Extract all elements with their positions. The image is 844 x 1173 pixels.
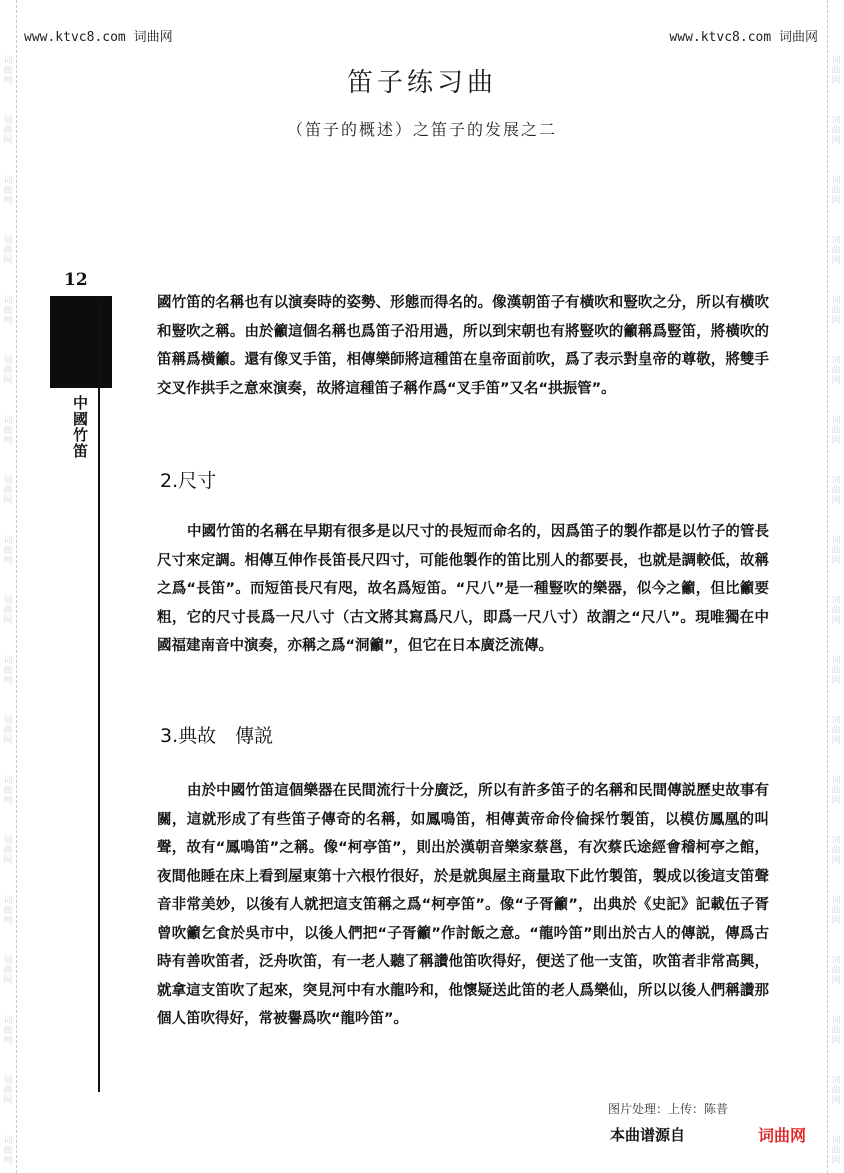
page-title: 笛子练习曲 <box>346 68 497 98</box>
watermark-glyph: 词 曲 网 <box>831 536 841 566</box>
watermark-glyph: 词 曲 网 <box>3 56 13 86</box>
site-logo[interactable]: 词曲网 <box>758 1126 807 1145</box>
watermark-glyph: 词 曲 网 <box>831 56 841 86</box>
watermark-glyph: 词 曲 网 <box>831 956 841 986</box>
section-heading-legends: 3.典故 傳説 <box>160 725 274 747</box>
watermark-glyph: 词 曲 网 <box>3 1016 13 1046</box>
watermark-glyph: 词 曲 网 <box>3 716 13 746</box>
paragraph-size-text: 中國竹笛的名稱在早期有很多是以尺寸的長短而命名的，因爲笛子的製作都是以竹子的管長尺寸來定調。相傳互伸作長笛長尺四寸，可能他製作的笛比別人的都要長，也就是調較低，故稱之爲“長笛”。而短笛長尺有咫，故名爲短笛。“尺八”是一種豎吹的樂器，似今之籲，但比籲要粗，它的尺寸長爲一尺八寸（古文將其寫爲尺八，即爲一尺八寸）故謂之“尺八”。現唯獨在中國福建南音中演奏，亦稱之爲“洞籲”，但它在日本廣泛流傳。 <box>157 524 769 654</box>
watermark-glyph: 词 曲 网 <box>831 416 841 446</box>
page-subtitle: （笛子的概述）之笛子的发展之二 <box>286 120 557 139</box>
watermark-glyph: 词 曲 网 <box>831 116 841 146</box>
watermark-glyph: 词 曲 网 <box>831 1076 841 1106</box>
watermark-glyph: 词 曲 网 <box>3 776 13 806</box>
watermark-glyph: 词 曲 网 <box>3 116 13 146</box>
watermark-glyph: 词 曲 网 <box>831 296 841 326</box>
watermark-glyph: 词 曲 网 <box>831 236 841 266</box>
page-number: 12 <box>64 270 88 290</box>
left-watermark-strip <box>0 0 17 1173</box>
watermark-glyph: 词 曲 网 <box>831 836 841 866</box>
site-url-left[interactable]: www.ktvc8.com 词曲网 <box>24 30 173 45</box>
watermark-glyph: 词 曲 网 <box>3 356 13 386</box>
paragraph-legends <box>157 777 769 1095</box>
watermark-glyph: 词 曲 网 <box>831 476 841 506</box>
watermark-glyph: 词 曲 网 <box>831 356 841 386</box>
watermark-glyph: 词 曲 网 <box>3 836 13 866</box>
chapter-tab-block <box>50 296 112 388</box>
section-heading-size: 2.尺寸 <box>160 470 217 492</box>
watermark-glyph: 词 曲 网 <box>831 656 841 686</box>
watermark-glyph: 词 曲 网 <box>3 536 13 566</box>
watermark-glyph: 词 曲 网 <box>3 476 13 506</box>
side-vertical-rule <box>98 300 100 1092</box>
watermark-glyph: 词 曲 网 <box>3 296 13 326</box>
right-watermark-strip <box>827 0 844 1173</box>
paragraph-size <box>157 518 769 690</box>
watermark-glyph: 词 曲 网 <box>831 716 841 746</box>
watermark-glyph: 词 曲 网 <box>3 236 13 266</box>
chapter-side-label: 中國竹笛 <box>71 395 89 459</box>
watermark-glyph: 词 曲 网 <box>3 956 13 986</box>
watermark-glyph: 词 曲 网 <box>831 176 841 206</box>
watermark-glyph: 词 曲 网 <box>3 416 13 446</box>
watermark-glyph: 词 曲 网 <box>831 596 841 626</box>
paragraph-legends-text: 由於中國竹笛這個樂器在民間流行十分廣泛，所以有許多笛子的名稱和民間傳説歷史故事有關，這就形成了有些笛子傳奇的名稱，如鳳鳴笛，相傳黃帝命伶倫採竹製笛，以模仿鳳凰的叫聲，故有“鳳鳴笛”之稱。像“柯亭笛”，則出於漢朝音樂家蔡邕，有次蔡氏途經會稽柯亭之館，夜間他睡在床上看到屋東第十六根竹很好，於是就與屋主商量取下此竹製笛，製成以後這支笛聲音非常美妙，以後有人就把這支笛稱之爲“柯亭笛”。像“子胥籲”，出典於《史記》記載伍子胥曾吹籲乞食於吳市中，以後人們把“子胥籲”作討飯之意。“龍吟笛”則出於古人的傳説，傳爲古時有善吹笛者，泛舟吹笛，有一老人聽了稱讚他笛吹得好，便送了他一支笛，吹笛者非常高興，就拿這支笛吹了起來，突見河中有水龍吟和，他懷疑送此笛的老人爲樂仙，所以以後人們稱讚那個人笛吹得好，常被譽爲吹“龍吟笛”。 <box>157 783 769 1027</box>
watermark-glyph: 词 曲 网 <box>831 776 841 806</box>
source-note: 本曲谱源自 <box>610 1126 686 1144</box>
watermark-glyph: 词 曲 网 <box>3 596 13 626</box>
watermark-glyph: 词 曲 网 <box>831 896 841 926</box>
watermark-glyph: 词 曲 网 <box>3 1136 13 1166</box>
paragraph-names-by-posture: 國竹笛的名稱也有以演奏時的姿勢、形態而得名的。像漢朝笛子有橫吹和豎吹之分，所以有橫吹和豎吹之稱。由於籲這個名稱也爲笛子沿用過，所以到宋朝也有將豎吹的籲稱爲豎笛，將橫吹的笛稱爲橫籲。還有像叉手笛，相傳樂師將這種笛在皇帝面前吹，爲了表示對皇帝的尊敬，將雙手交叉作拱手之意來演奏，故將這種笛子稱作爲“叉手笛”又名“拱振管”。 <box>157 295 769 397</box>
site-url-right[interactable]: www.ktvc8.com 词曲网 <box>669 30 818 45</box>
image-credit: 图片处理：上传：陈普 <box>608 1102 729 1116</box>
watermark-glyph: 词 曲 网 <box>3 176 13 206</box>
watermark-glyph: 词 曲 网 <box>3 1076 13 1106</box>
watermark-glyph: 词 曲 网 <box>831 1016 841 1046</box>
watermark-glyph: 词 曲 网 <box>3 656 13 686</box>
watermark-glyph: 词 曲 网 <box>3 896 13 926</box>
watermark-glyph: 词 曲 网 <box>831 1136 841 1166</box>
